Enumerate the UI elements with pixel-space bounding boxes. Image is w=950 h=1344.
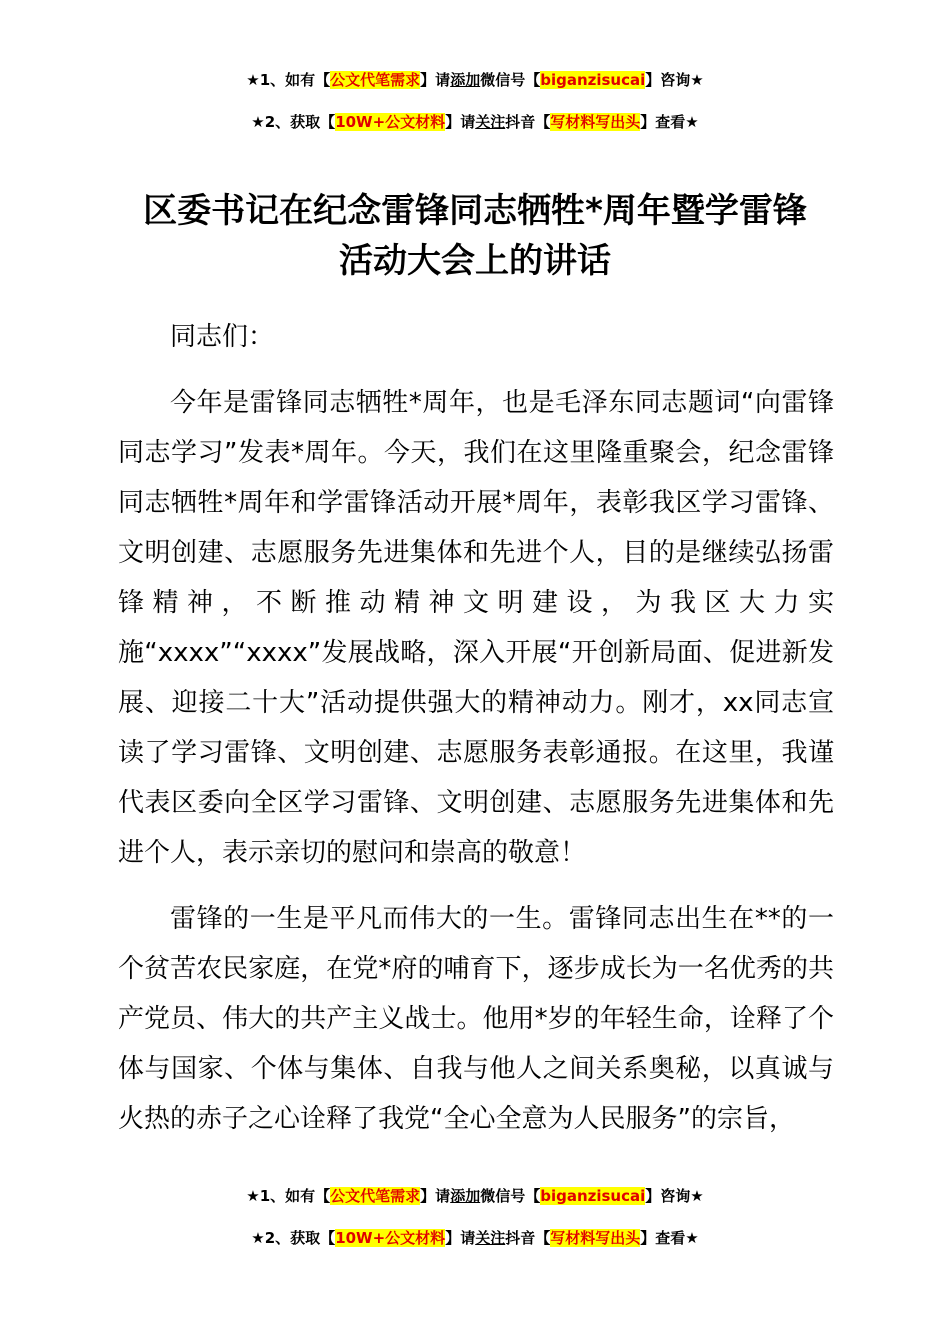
document-body	[118, 312, 834, 1160]
banner-highlight: 公文代笔需求	[330, 1187, 421, 1205]
banner-text: 】咨询★	[645, 1187, 704, 1205]
banner-text: ★2、获取【	[251, 1229, 336, 1247]
banner-text: 】请	[445, 113, 476, 131]
banner-highlight-wechat: biganzisucai	[540, 71, 646, 89]
paragraph-2: 雷锋的一生是平凡而伟大的一生。雷锋同志出生在**的一个贫苦农民家庭，在党*府的哺育下，逐步成长为一名优秀的共产党员、伟大的共产主义战士。他用*岁的年轻生命，诠释了个体与国家、个体与集体、自我与他人之间关系奥秘，以真诚与火热的赤子之心诠释了我党“全心全意为人民服务”的宗旨，	[118, 904, 834, 1134]
paragraph-1: 今年是雷锋同志牺牲*周年，也是毛泽东同志题词“向雷锋同志学习”发表*周年。今天，我们在这里隆重聚会，纪念雷锋同志牺牲*周年和学雷锋活动开展*周年，表彰我区学习雷锋、文明创建、志愿服务先进集体和先进个人，目的是继续弘扬雷锋精神，不断推动精神文明建设，为我区大力实施“xxxx”“xxxx”发展战略，深入开展“开创新局面、促进新发展、迎接二十大”活动提供强大的精神动力。刚才，xx同志宣读了学习雷锋、文明创建、志愿服务表彰通报。在这里，我谨代表区委向全区学习雷锋、文明创建、志愿服务先进集体和先进个人，表示亲切的慰问和崇高的敬意！	[118, 388, 834, 868]
banner-text: 抖音【	[505, 1229, 551, 1247]
banner-text: 】查看★	[640, 1229, 699, 1247]
banner-underline: 关注	[475, 113, 506, 131]
banner-text: 】请	[445, 1229, 476, 1247]
banner-underline: 添加	[450, 1187, 481, 1205]
banner-text: 抖音【	[505, 113, 551, 131]
title-line-1: 区委书记在纪念雷锋同志牺牲*周年暨学雷锋	[143, 191, 807, 231]
header-banner-line-1	[0, 70, 950, 90]
banner-highlight: 10W+公文材料	[335, 1229, 446, 1247]
document-title	[60, 186, 890, 286]
salutation: 同志们：	[170, 322, 275, 352]
banner-text: ★2、获取【	[251, 113, 336, 131]
banner-underline: 添加	[450, 71, 481, 89]
banner-highlight: 10W+公文材料	[335, 113, 446, 131]
banner-text: 微信号【	[480, 71, 541, 89]
header-banner-line-2	[0, 112, 950, 132]
banner-underline: 关注	[475, 1229, 506, 1247]
banner-highlight-douyin: 写材料写出头	[550, 1229, 641, 1247]
banner-highlight-douyin: 写材料写出头	[550, 113, 641, 131]
banner-text: 】咨询★	[645, 71, 704, 89]
banner-highlight: 公文代笔需求	[330, 71, 421, 89]
banner-text: ★1、如有【	[246, 71, 331, 89]
banner-text: 】请	[420, 1187, 451, 1205]
title-line-2: 活动大会上的讲话	[339, 241, 611, 281]
banner-text: ★1、如有【	[246, 1187, 331, 1205]
banner-highlight-wechat: biganzisucai	[540, 1187, 646, 1205]
banner-text: 】查看★	[640, 113, 699, 131]
banner-text: 】请	[420, 71, 451, 89]
footer-banner-line-1	[0, 1186, 950, 1206]
banner-text: 微信号【	[480, 1187, 541, 1205]
footer-banner-line-2	[0, 1228, 950, 1248]
